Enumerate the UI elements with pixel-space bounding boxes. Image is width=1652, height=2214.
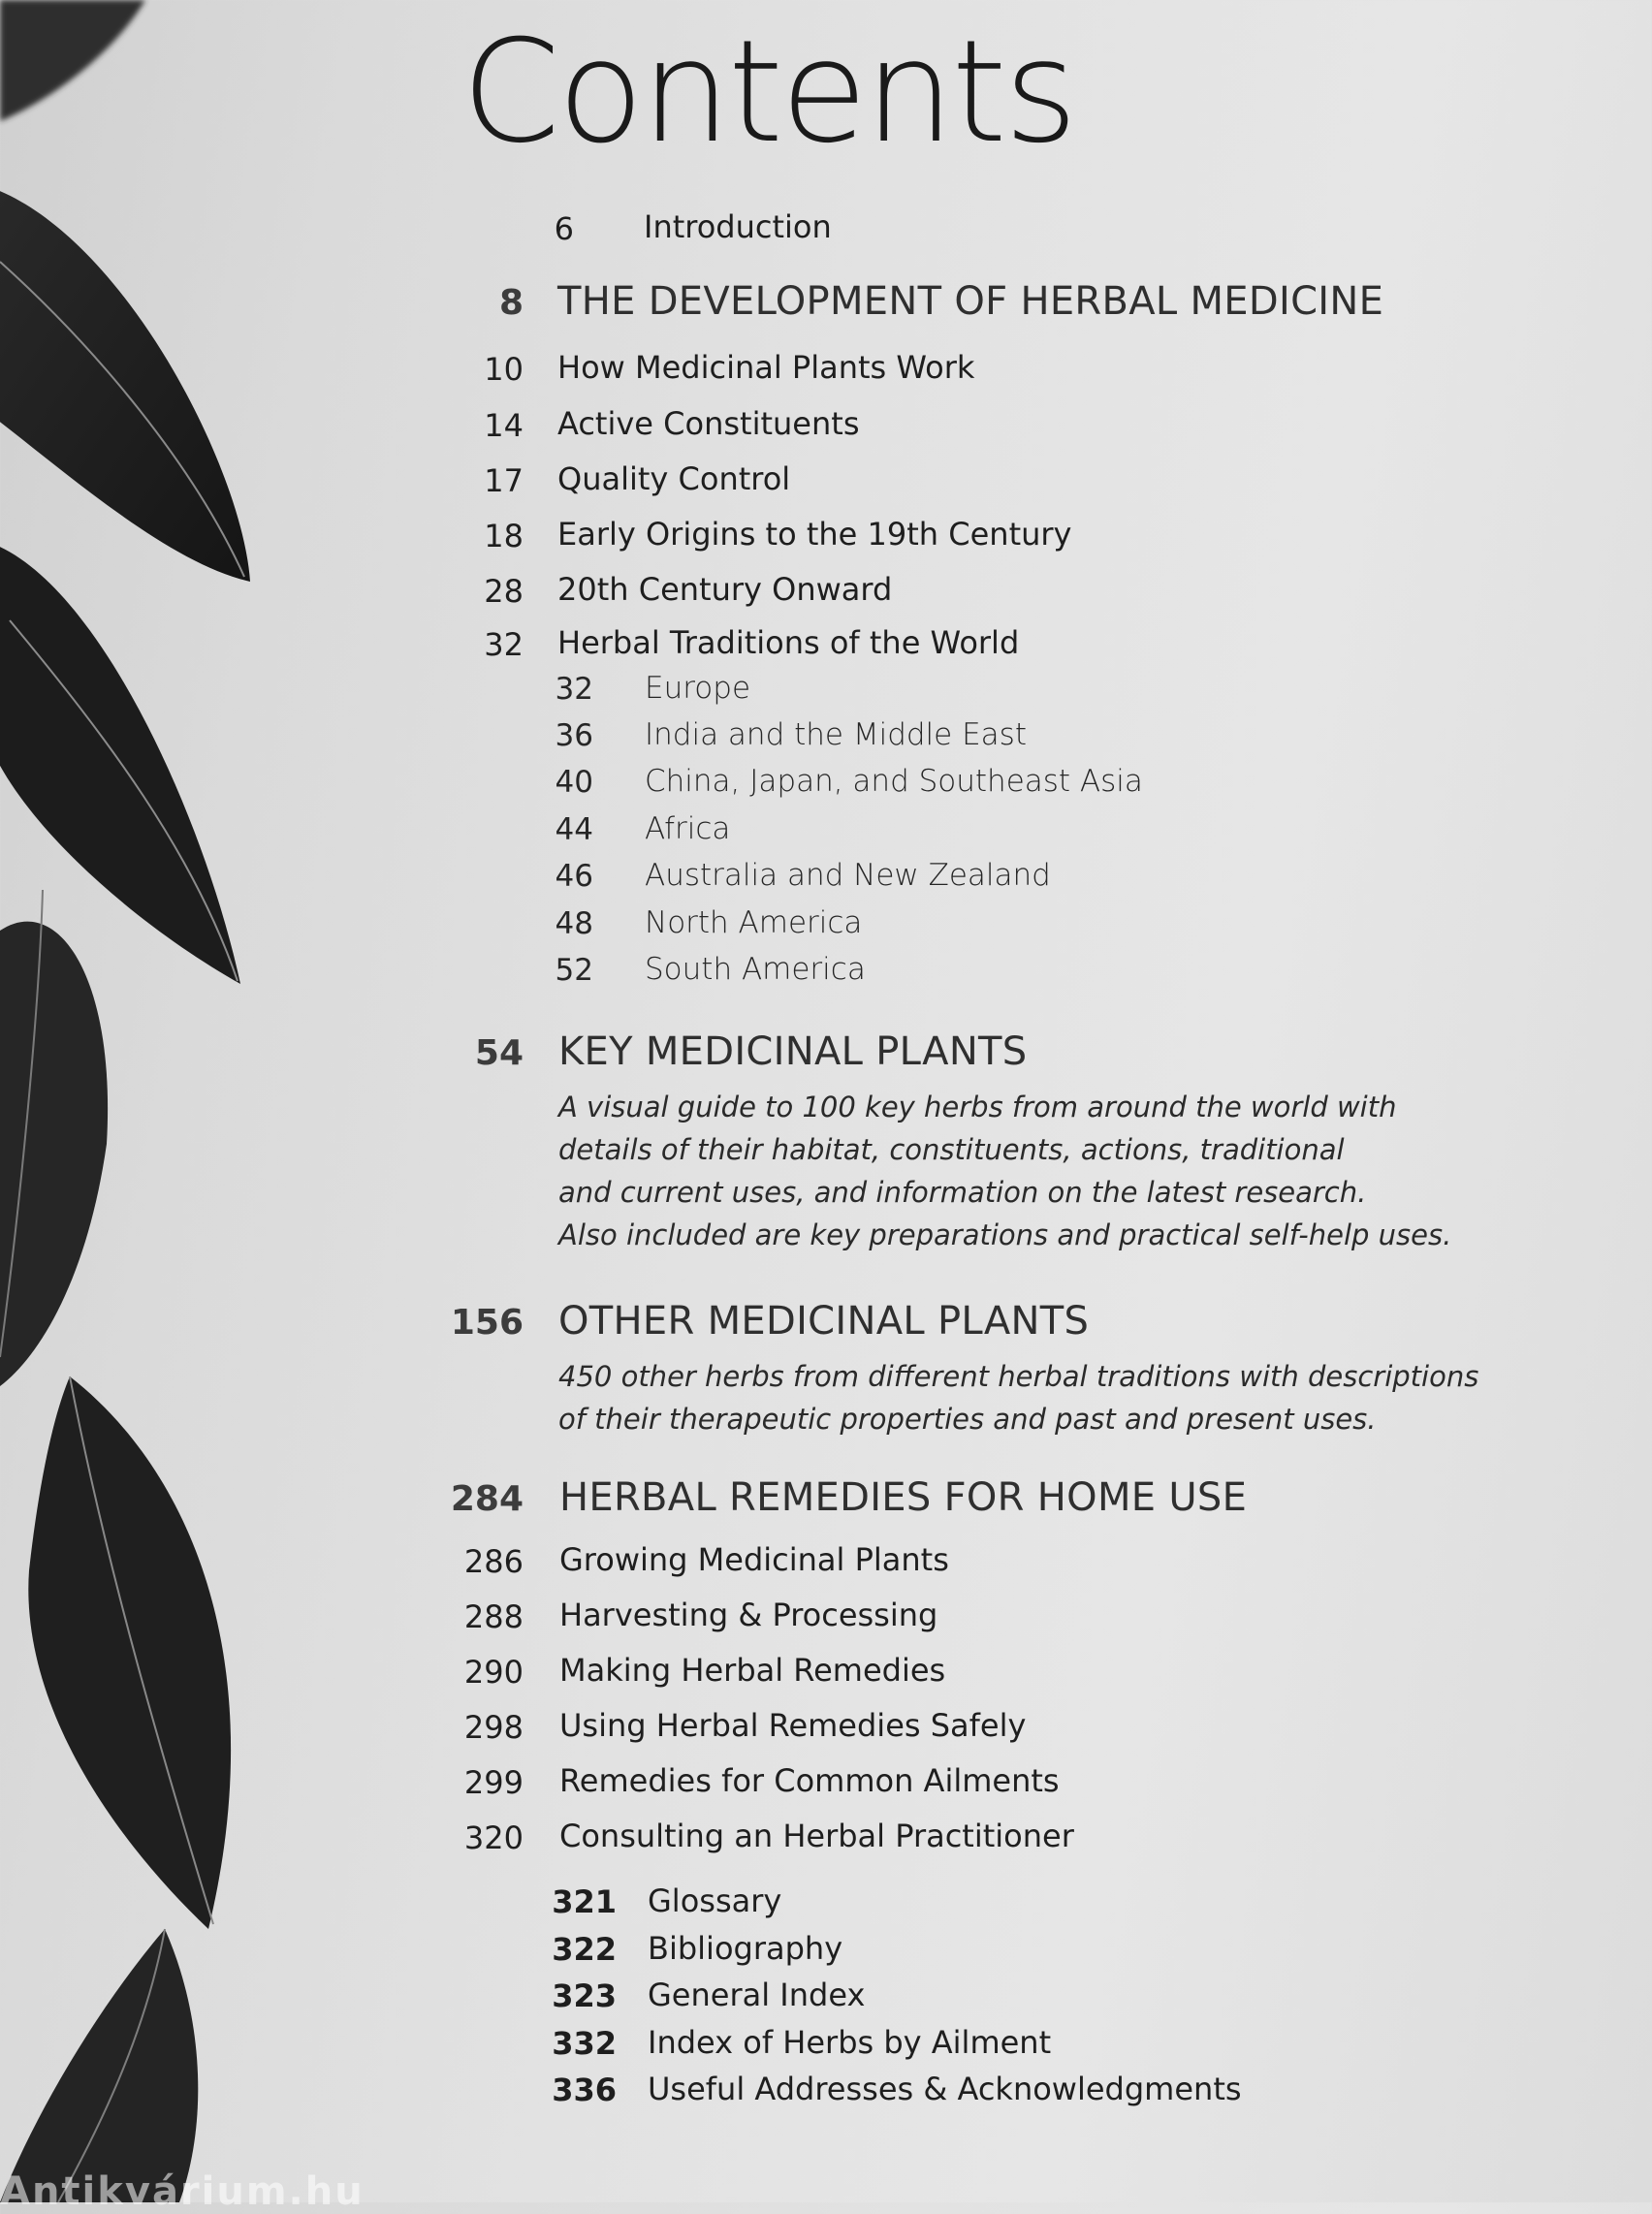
entry-label: Quality Control — [557, 460, 791, 497]
entry-label: South America — [645, 952, 866, 987]
leaf-icon — [0, 184, 250, 582]
page-number: 36 — [555, 718, 593, 753]
watermark: Antikvárium.hu — [0, 2169, 365, 2214]
entry-label: Using Herbal Remedies Safely — [559, 1707, 1027, 1744]
section-page-number: 54 — [474, 1033, 524, 1073]
section-description: 450 other herbs from different herbal traditions with descriptions of their therapeutic properties and past and present uses. — [558, 1360, 1479, 1436]
entry-label: Europe — [645, 671, 751, 706]
leaf-icon — [0, 1929, 198, 2202]
page-number: 10 — [484, 351, 524, 388]
entry-label: Early Origins to the 19th Century — [557, 516, 1072, 553]
entry-label: Remedies for Common Ailments — [559, 1762, 1060, 1799]
entry-label: China, Japan, and Southeast Asia — [645, 764, 1143, 799]
page-number: 52 — [555, 953, 593, 988]
page-number: 336 — [552, 2072, 617, 2108]
page-number: 32 — [555, 672, 593, 707]
entry-label: Consulting an Herbal Practitioner — [559, 1818, 1074, 1854]
page-number: 32 — [484, 626, 524, 663]
section-heading: THE DEVELOPMENT OF HERBAL MEDICINE — [557, 279, 1384, 324]
entry-label: Active Constituents — [557, 405, 860, 442]
entry-label: General Index — [648, 1977, 866, 2013]
page-number: 290 — [463, 1654, 524, 1691]
page-number: 286 — [463, 1543, 524, 1580]
entry-label: Harvesting & Processing — [559, 1597, 938, 1633]
page-number: 14 — [484, 407, 524, 444]
entry-label: North America — [645, 905, 863, 940]
entry-label: India and the Middle East — [645, 717, 1027, 752]
section-page-number: 156 — [450, 1303, 524, 1343]
section-page-number: 8 — [498, 283, 524, 323]
section-page-number: 284 — [450, 1479, 524, 1519]
page-number: 323 — [552, 1977, 617, 2014]
page-number: 18 — [484, 518, 524, 554]
page-number: 48 — [555, 906, 593, 941]
entry-label: Bibliography — [648, 1930, 843, 1967]
entry-label: Introduction — [644, 208, 832, 245]
page-number: 44 — [555, 812, 593, 847]
entry-label: Herbal Traditions of the World — [557, 624, 1020, 661]
leaf-decoration-image — [0, 0, 320, 2202]
page-number: 332 — [552, 2025, 617, 2062]
page-number: 28 — [484, 573, 524, 610]
section-heading: HERBAL REMEDIES FOR HOME USE — [559, 1475, 1248, 1520]
entry-label: Glossary — [648, 1882, 782, 1919]
page-number: 40 — [555, 765, 593, 800]
entry-label: Growing Medicinal Plants — [559, 1541, 949, 1578]
section-description: A visual guide to 100 key herbs from around the world with details of their habitat, constituents, actions, traditional and current uses, and information on the latest research. Also included are key preparations and practical self-help uses. — [558, 1091, 1452, 1251]
entry-label: Useful Addresses & Acknowledgments — [648, 2071, 1242, 2107]
entry-label: 20th Century Onward — [557, 571, 893, 608]
page-number: 322 — [552, 1931, 617, 1968]
section-heading: KEY MEDICINAL PLANTS — [558, 1029, 1028, 1074]
page-title: Contents — [461, 10, 1075, 174]
entry-label: Australia and New Zealand — [645, 858, 1051, 893]
page-number: 17 — [484, 462, 524, 499]
leaf-icon — [0, 890, 108, 1386]
entry-label: How Medicinal Plants Work — [557, 349, 975, 386]
page-number: 46 — [555, 859, 593, 894]
page-number: 299 — [463, 1764, 524, 1801]
entry-label: Africa — [645, 811, 731, 846]
leaf-icon — [0, 0, 145, 121]
page-number: 320 — [463, 1819, 524, 1856]
page-number: 6 — [554, 210, 574, 247]
section-heading: OTHER MEDICINAL PLANTS — [558, 1299, 1090, 1344]
entry-label: Making Herbal Remedies — [559, 1652, 946, 1689]
leaf-icon — [0, 543, 240, 984]
entry-label: Index of Herbs by Ailment — [648, 2024, 1052, 2061]
page-number: 298 — [463, 1709, 524, 1746]
page-number: 321 — [552, 1883, 617, 1920]
leaf-icon — [28, 1376, 231, 1929]
page-number: 288 — [463, 1598, 524, 1635]
